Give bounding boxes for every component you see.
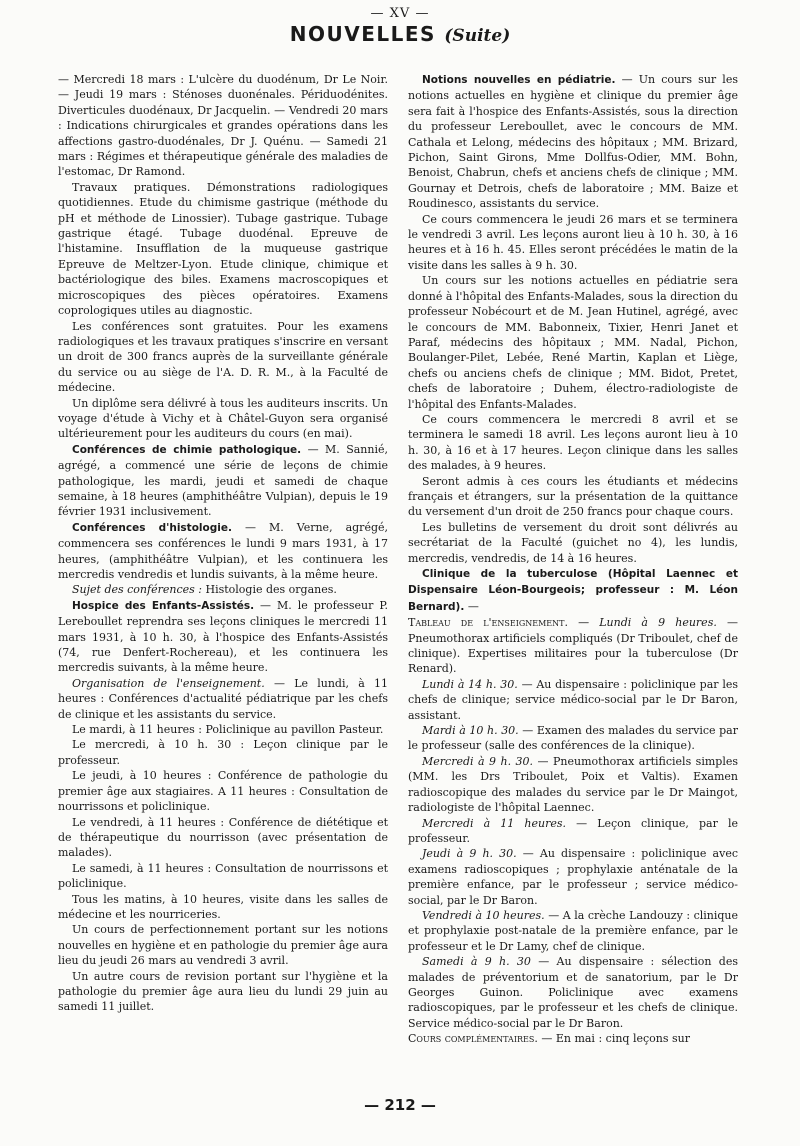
paragraph bbox=[408, 816, 738, 847]
paragraph bbox=[408, 273, 738, 412]
paragraph-italic: Sujet des conférences : bbox=[72, 583, 202, 597]
paragraph bbox=[408, 723, 738, 754]
paragraph bbox=[58, 722, 388, 737]
paragraph-text: — Leçon clinique, par le professeur. bbox=[408, 816, 739, 845]
paragraph-heading: Hospice des Enfants-Assistés. bbox=[72, 599, 255, 612]
paragraph bbox=[408, 72, 738, 212]
right-column bbox=[408, 72, 738, 1047]
paragraph bbox=[408, 412, 738, 474]
paragraph-heading: Conférences de chimie pathologique. bbox=[72, 443, 302, 456]
paragraph bbox=[58, 922, 388, 968]
paragraph-text: Un cours sur les notions actuelles en pédiatrie sera donné à l'hôpital des Enfants-Malades, sous la direction du professeur Nobécourt et de M. Jean Hutinel, agrégé, avec le concours de MM. Babonneix, Tixier, Henri Janet et Paraf, médecins des hôpitaux ; MM. Nadal, Pichon, Boulanger-Pilet, Lebée, René Martin, Kaplan et Liège, chefs ou anciens chefs de clinique ; MM. Bidot, Pretet, chefs de laboratoire ; Duhem, électro-radiologiste de l'hôpital des Enfants-Malades. bbox=[408, 274, 738, 411]
paragraph-text: Seront admis à ces cours les étudiants et médecins français et étrangers, sur la présentation de la quittance du versement d'un droit de 250 francs pour chaque cours. bbox=[408, 474, 738, 519]
paragraph-text: — Au dispensaire : policlinique avec examens radioscopiques ; prophylaxie anténatale de la première enfance, par le professeur ; service médico-social, par le Dr Baron. bbox=[408, 847, 738, 907]
paragraph-text: — Mercredi 18 mars : L'ulcère du duodénum, Dr Le Noir. — Jeudi 19 mars : Sténoses duonénales. Périduodénites. Diverticules duodénaux, Dr Jacquelin. — Vendredi 20 mars : Indications chirurgicales et grandes opérations dans les affections gastro-duodénales, Dr J. Quénu. — Samedi 21 mars : Régimes et thérapeutique générale des maladies de l'estomac, Dr Ramond. bbox=[58, 73, 388, 179]
paragraph-italic: — Lundi à 9 heures. bbox=[567, 616, 717, 630]
paragraph-text: Le vendredi, à 11 heures : Conférence de diététique et de thérapeutique du nourrisson (avec présentation de malades). bbox=[58, 815, 388, 860]
paragraph bbox=[58, 598, 388, 676]
paragraph bbox=[58, 969, 388, 1015]
paragraph bbox=[408, 677, 738, 723]
paragraph bbox=[408, 212, 738, 274]
paragraph-text: — Un cours sur les notions actuelles en hygiène et clinique du premier âge sera fait à l'hospice des Enfants-Assistés, sous la direction du professeur Lereboullet, avec le concours de MM. Cathala et Lelong, médecins des hôpitaux ; MM. Brizard, Pichon, Saint Girons, Mme Dollfus-Odier, MM. Bohn, Benoist, Chabrun, chefs et anciens chefs de clinique ; MM. Gournay et Detrois, chefs de laboratoire ; MM. Baize et Roudinesco, assistants du service. bbox=[408, 73, 738, 211]
paragraph-italic: Mardi à 10 h. 30. bbox=[422, 724, 519, 738]
paragraph bbox=[58, 892, 388, 923]
left-column bbox=[58, 72, 388, 1015]
paragraph-text: Ce cours commencera le mercredi 8 avril et se terminera le samedi 18 avril. Les leçons auront lieu à 10 h. 30, à 16 et à 17 heures. Leçon clinique dans les salles des malades, à 9 heures. bbox=[408, 412, 738, 473]
paragraph-text: Travaux pratiques. Démonstrations radiologiques quotidiennes. Etude du chimisme gastrique (méthode du pH et méthode de Linossier). Tubage gastrique. Tubage gastrique étagé. Tubage duodénal. Epreuve de l'histamine. Insufflation de la muqueuse gastrique Epreuve de Meltzer-Lyon. Etude clinique, chimique et bactériologique des biles. Examens macroscopiques et microscopiques des pièces opératoires. Examens coprologiques utiles au diagnostic. bbox=[58, 180, 388, 318]
paragraph-text: — A la crèche Landouzy : clinique et prophylaxie post-natale de la première enfance, par le professeur et le Dr Lamy, chef de clinique. bbox=[408, 908, 739, 953]
paragraph-italic: Organisation de l'enseignement. bbox=[72, 676, 265, 690]
paragraph bbox=[408, 474, 738, 520]
paragraph-text: Un diplôme sera délivré à tous les auditeurs inscrits. Un voyage d'étude à Vichy et à Châtel-Guyon sera organisé ultérieurement pour les auditeurs du cours (en mai). bbox=[58, 396, 388, 441]
paragraph-heading: Clinique de la tuberculose (Hôpital Laennec et Dispensaire Léon-Bourgeois; professeur : M. Léon Bernard). bbox=[408, 568, 738, 613]
paragraph-text: — Le lundi, à 11 heures : Conférences d'actualité pédiatrique par les chefs de clinique et les assistants du service. bbox=[58, 676, 388, 721]
section-label: Tableau de l'enseignement. bbox=[408, 616, 568, 630]
paragraph-heading: Notions nouvelles en pédiatrie. bbox=[422, 74, 616, 86]
paragraph-text: — Au dispensaire : policlinique par les chefs de clinique; service médico-social par le Dr Baron, assistant. bbox=[408, 677, 738, 722]
paragraph-text: — Au dispensaire : sélection des malades de préventorium et de sanatorium, par le Dr Georges Guinon. Policlinique avec examens radioscopiques, par le professeur et les chefs de clinique. Service médico-social par le Dr Baron. bbox=[408, 955, 738, 1030]
title-subtitle: (Suite) bbox=[444, 26, 511, 46]
paragraph-italic: Lundi à 14 h. 30. bbox=[422, 677, 518, 691]
paragraph bbox=[408, 520, 738, 566]
paragraph-text: Ce cours commencera le jeudi 26 mars et se terminera le vendredi 3 avril. Les leçons auront lieu à 10 h. 30, à 16 heures et à 16 h. 45. Elles seront précédées le matin de la visite dans les salles à 9 h. 30. bbox=[408, 212, 738, 272]
paragraph bbox=[408, 846, 738, 908]
paragraph-heading: Conférences d'histologie. bbox=[72, 521, 232, 534]
paragraph-italic: Mercredi à 11 heures. bbox=[422, 816, 566, 830]
paragraph-text: Un autre cours de revision portant sur l'hygiène et la pathologie du premier âge aura lieu du lundi 29 juin au samedi 11 juillet. bbox=[58, 969, 388, 1014]
paragraph-text: — Pneumothorax artificiels compliqués (Dr Triboulet, chef de clinique). Expertises militaires pour la tuberculose (Dr Renard). bbox=[408, 616, 738, 676]
paragraph-italic: Jeudi à 9 h. 30. bbox=[422, 847, 517, 861]
paragraph-text: Le mardi, à 11 heures : Policlinique au pavillon Pasteur. bbox=[72, 723, 384, 737]
page-number-roman: — XV — bbox=[370, 6, 430, 21]
paragraph bbox=[408, 908, 738, 954]
paragraph bbox=[58, 72, 388, 180]
paragraph bbox=[408, 754, 738, 816]
paragraph-italic: Vendredi à 10 heures. bbox=[422, 908, 545, 922]
paragraph bbox=[58, 520, 388, 583]
paragraph-text: — Pneumothorax artificiels simples (MM. les Drs Triboulet, Poix et Valtis). Examen radioscopique des malades du service par le Dr Maingot, radiologiste de l'hôpital Laennec. bbox=[408, 754, 738, 815]
paragraph-text: — M. Verne, agrégé, commencera ses conférences le lundi 9 mars 1931, à 17 heures, (amphithéâtre Vulpian), et les continuera les mercredis vendredis et lundis suivants, à la même heure. bbox=[58, 520, 388, 581]
paragraph bbox=[58, 442, 388, 520]
paragraph-text: — M. le professeur P. Lereboullet reprendra ses leçons cliniques le mercredi 11 mars 1931, à 10 h. 30, à l'hospice des Enfants-Assistés (74, rue Denfert-Rochereau), et les continuera les mercredis suivants, à la même heure. bbox=[58, 598, 388, 675]
page-footer-number: — 212 — bbox=[364, 1096, 436, 1114]
paragraph-text: — Examen des malades du service par le professeur (salle des conférences de la clinique). bbox=[408, 724, 738, 753]
paragraph bbox=[58, 180, 388, 319]
paragraph bbox=[58, 815, 388, 861]
paragraph bbox=[408, 1031, 738, 1046]
paragraph-italic: Samedi à 9 h. 30 bbox=[422, 955, 531, 969]
paragraph-text: Le mercredi, à 10 h. 30 : Leçon clinique par le professeur. bbox=[58, 738, 388, 767]
page-title bbox=[0, 22, 800, 46]
paragraph bbox=[58, 861, 388, 892]
paragraph-text: Les conférences sont gratuites. Pour les examens radiologiques et les travaux pratiques s'inscrire en versant un droit de 300 francs auprès de la surveillante générale du service ou au siège de l'A. D. R. M., à la Faculté de médecine. bbox=[58, 319, 388, 395]
paragraph bbox=[408, 566, 738, 615]
paragraph-text: — M. Sannié, agrégé, a commencé une série de leçons de chimie pathologique, les mardi, jeudi et samedi de chaque semaine, à 18 heures (amphithéâtre Vulpian), depuis le 19 février 1931 inclusivement. bbox=[58, 442, 388, 519]
paragraph-text: Histologie des organes. bbox=[201, 583, 337, 597]
paragraph bbox=[408, 954, 738, 1031]
paragraph bbox=[58, 396, 388, 442]
paragraph bbox=[58, 319, 388, 396]
paragraph-text: Les bulletins de versement du droit sont délivrés au secrétariat de la Faculté (guichet no 4), les lundis, mercredis, vendredis, de 14 à 16 heures. bbox=[408, 520, 738, 565]
section-label: Cours complémentaires. bbox=[408, 1032, 538, 1046]
title-text: NOUVELLES bbox=[289, 22, 436, 46]
paragraph-text: Un cours de perfectionnement portant sur les notions nouvelles en hygiène et en pathologie du premier âge aura lieu du jeudi 26 mars au vendredi 3 avril. bbox=[58, 923, 388, 968]
paragraph bbox=[58, 676, 388, 722]
paragraph-text: Le samedi, à 11 heures : Consultation de nourrissons et policlinique. bbox=[58, 861, 388, 891]
paragraph-text: Le jeudi, à 10 heures : Conférence de pathologie du premier âge aux stagiaires. A 11 heures : Consultation de nourrissons et policlinique. bbox=[58, 769, 388, 814]
paragraph-text: — bbox=[464, 599, 479, 613]
paragraph-text: — En mai : cinq leçons sur bbox=[537, 1032, 690, 1046]
paragraph-text: Tous les matins, à 10 heures, visite dans les salles de médecine et les nourriceries. bbox=[58, 892, 388, 921]
paragraph-italic: Mercredi à 9 h. 30. bbox=[422, 754, 534, 768]
paragraph bbox=[58, 768, 388, 814]
paragraph bbox=[58, 737, 388, 768]
paragraph bbox=[408, 615, 738, 677]
paragraph bbox=[58, 582, 388, 597]
